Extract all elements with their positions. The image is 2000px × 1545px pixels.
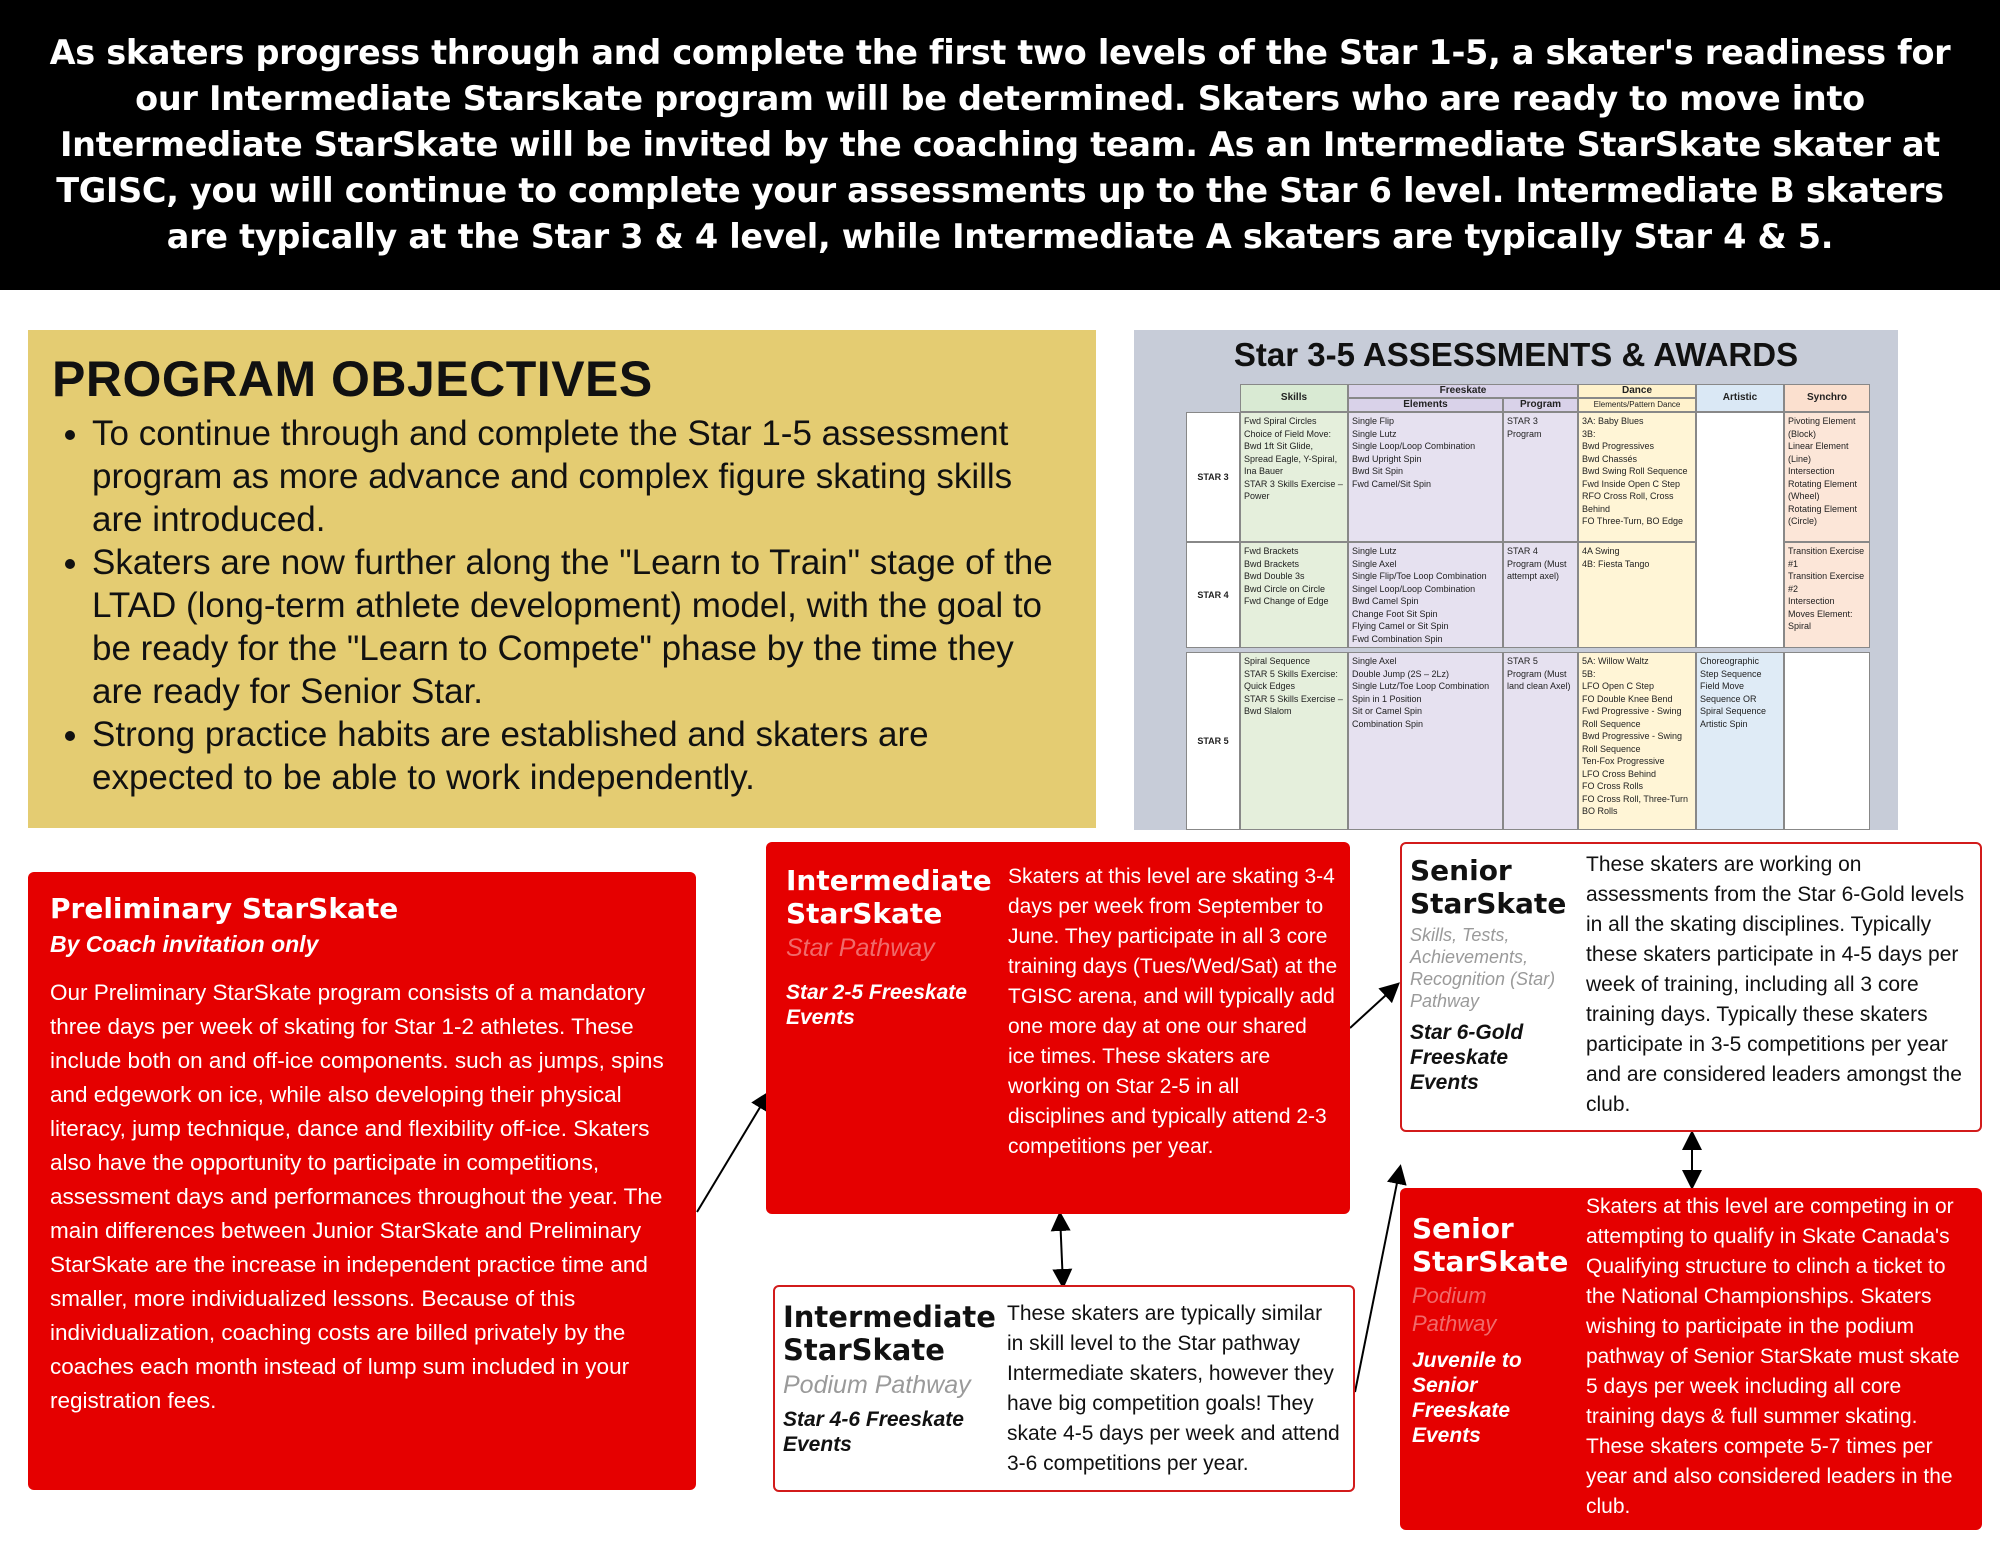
star3-synchro: Pivoting Element (Block) Linear Element (Line) Intersection Rotating Element (Wheel) Rotating Element (Circle): [1784, 412, 1870, 542]
arrow-prelim-to-intermediate: [697, 1094, 768, 1212]
senior-podium-events: Juvenile to Senior Freeskate Events: [1412, 1349, 1522, 1447]
intermediate-star-left: [786, 864, 992, 1030]
row-label-star4: STAR 4: [1186, 542, 1240, 648]
preliminary-title: Preliminary StarSkate: [50, 892, 399, 925]
star5-artistic: Choreographic Step Sequence Field Move Sequence OR Spiral Sequence Artistic Spin: [1696, 652, 1784, 830]
senior-podium-left: [1412, 1212, 1577, 1448]
intermediate-star-description: Skaters at this level are skating 3-4 days per week from September to June. They participate in all 3 core training days (Tues/Wed/Sat) at the TGISC arena, and will typically add one more day at one our shared ice times. These skaters are working on Star 2-5 in all disciplines and typically attend 2-3 competitions per year.: [1008, 865, 1338, 1158]
header-program: Program: [1503, 398, 1578, 412]
star5-elements: Single Axel Double Jump (2S – 2Lz) Single Lutz/Toe Loop Combination Spin in 1 Position Sit or Camel Spin Combination Spin: [1348, 652, 1503, 830]
star3-elements: Single Flip Single Lutz Single Loop/Loop Combination Bwd Upright Spin Bwd Sit Spin Fwd Camel/Sit Spin: [1348, 412, 1503, 542]
intermediate-podium-pathway-card: [773, 1285, 1355, 1492]
intermediate-star-title: Intermediate StarSkate: [786, 864, 992, 930]
senior-podium-pathway-card: [1400, 1188, 1982, 1530]
header-skills: Skills: [1240, 384, 1348, 412]
star3-skills: Fwd Spiral Circles Choice of Field Move: Bwd 1ft Sit Glide, Spread Eagle, Y-Spiral, Ina Bauer STAR 3 Skills Exercise – Power: [1240, 412, 1348, 542]
header-artistic: Artistic: [1696, 384, 1784, 412]
star5-skills: Spiral Sequence STAR 5 Skills Exercise: Quick Edges STAR 5 Skills Exercise – Bwd Slalom: [1240, 652, 1348, 830]
senior-star-description: These skaters are working on assessments from the Star 6-Gold levels in all the skating disciplines. Typically these skaters participate in 4-5 days per week of training, including all 3 core training days. Typically these skaters participate in 3-5 competitions per year and are considered leaders amongst the club.: [1586, 853, 1965, 1116]
intermediate-star-pathway-card: [766, 842, 1350, 1214]
row-label-star3: STAR 3: [1186, 412, 1240, 542]
intermediate-podium-events: Star 4-6 Freeskate Events: [783, 1408, 964, 1456]
senior-podium-title: Senior StarSkate: [1412, 1212, 1569, 1278]
header-freeskate: Freeskate: [1348, 384, 1578, 398]
star4-elements: Single Lutz Single Axel Single Flip/Toe Loop Combination Singel Loop/Loop Combination Bwd Camel Spin Change Foot Sit Spin Flying Camel or Sit Spin Fwd Combination Spin: [1348, 542, 1503, 648]
preliminary-subtitle: By Coach invitation only: [50, 931, 319, 957]
senior-star-left: [1410, 854, 1570, 1095]
header-synchro: Synchro: [1784, 384, 1870, 412]
header-dance-sub: Elements/Pattern Dance: [1578, 398, 1696, 412]
objective-item: • Strong practice habits are established and skaters are expected to be able to work independently.: [92, 713, 1072, 799]
senior-podium-pathway: Podium Pathway: [1412, 1283, 1497, 1336]
objective-item: • Skaters are now further along the "Learn to Train" stage of the LTAD (long-term athlete development) model, with the goal to be ready for the "Learn to Compete" phase by the time they are ready for Senior Star.: [92, 541, 1072, 713]
senior-star-events: Star 6-Gold Freeskate Events: [1410, 1021, 1524, 1094]
senior-podium-description: Skaters at this level are competing in or attempting to qualify in Skate Canada's Qualifying structure to clinch a ticket to the National Championships. Skaters wishing to participate in the podium pathway of Senior StarSkate must skate 5 days per week including all core training days & full summer skating. These skaters compete 5-7 times per year and also considered leaders in the club.: [1586, 1195, 1960, 1518]
intermediate-star-pathway: Star Pathway: [786, 934, 935, 962]
intermediate-podium-pathway: Podium Pathway: [783, 1371, 971, 1399]
row-label-star5: STAR 5: [1186, 652, 1240, 830]
star5-dance: 5A: Willow Waltz 5B: LFO Open C Step FO Double Knee Bend Fwd Progressive - Swing Roll Sequence Bwd Progressive - Swing Roll Sequence Ten-Fox Progressive LFO Cross Behind FO Cross Rolls FO Cross Roll, Three-Turn BO Rolls: [1578, 652, 1696, 830]
star3-program: STAR 3 Program: [1503, 412, 1578, 542]
intermediate-podium-title: Intermediate StarSkate: [783, 1300, 996, 1367]
assessments-title: Star 3-5 ASSESSMENTS & AWARDS: [1233, 336, 1799, 373]
star4-skills: Fwd Brackets Bwd Brackets Bwd Double 3s Bwd Circle on Circle Fwd Change of Edge: [1240, 542, 1348, 648]
arrow-intermediate-star-podium: [1060, 1215, 1063, 1285]
star4-synchro: Transition Exercise #1 Transition Exercise #2 Intersection Moves Element: Spiral: [1784, 542, 1870, 648]
intermediate-star-events: Star 2-5 Freeskate Events: [786, 981, 967, 1029]
senior-star-pathway: Skills, Tests, Achievements, Recognition (Star) Pathway: [1410, 925, 1556, 1011]
objectives-title: PROGRAM OBJECTIVES: [52, 351, 653, 407]
intermediate-podium-left: [783, 1301, 998, 1457]
objective-item: • To continue through and complete the Star 1-5 assessment program as more advance and complex figure skating skills are introduced.: [92, 412, 1072, 541]
arrow-podium-to-senior-podium: [1355, 1168, 1400, 1392]
intro-banner-text: As skaters progress through and complete the first two levels of the Star 1-5, a skater's readiness for our Intermediate Starskate program will be determined. Skaters who are ready to move into Intermediate StarSkate will be invited by the coaching team. As an Intermediate StarSkate skater at TGISC, you will continue to complete your assessments up to the Star 6 level. Intermediate B skaters are typically at the Star 3 & 4 level, while Intermediate A skaters are typically Star 4 & 5.: [49, 33, 1951, 256]
senior-star-pathway-card: [1400, 842, 1982, 1132]
arrow-intermediate-to-senior-star: [1350, 985, 1397, 1028]
star4-dance: 4A Swing 4B: Fiesta Tango: [1578, 542, 1696, 648]
header-dance: Dance: [1578, 384, 1696, 398]
header-elements: Elements: [1348, 398, 1503, 412]
star3-dance: 3A: Baby Blues 3B: Bwd Progressives Bwd Chassés Bwd Swing Roll Sequence Fwd Inside Open C Step RFO Cross Roll, Cross Behind FO Three-Turn, BO Edge: [1578, 412, 1696, 542]
intermediate-podium-description: These skaters are typically similar in skill level to the Star pathway Intermediate skaters, however they have big competition goals! They skate 4-5 days per week and attend 3-6 competitions per year.: [1007, 1302, 1340, 1475]
senior-star-title: Senior StarSkate: [1410, 854, 1567, 920]
star5-program: STAR 5 Program (Must land clean Axel): [1503, 652, 1578, 830]
star4-program: STAR 4 Program (Must attempt axel): [1503, 542, 1578, 648]
preliminary-description: Our Preliminary StarSkate program consists of a mandatory three days per week of skating for Star 1-2 athletes. These include both on and off-ice components. such as jumps, spins and edgework on ice, while also developing their physical literacy, jump technique, dance and flexibility off-ice. Skaters also have the opportunity to participate in competitions, assessment days and performances throughout the year. The main differences between Junior StarSkate and Preliminary StarSkate are the increase in independent practice time and smaller, more individualized lessons. Because of this individualization, coaching costs are billed privately by the coaches each month instead of lump sum included in your registration fees.: [50, 980, 664, 1413]
preliminary-starskate-card: [28, 872, 696, 1490]
